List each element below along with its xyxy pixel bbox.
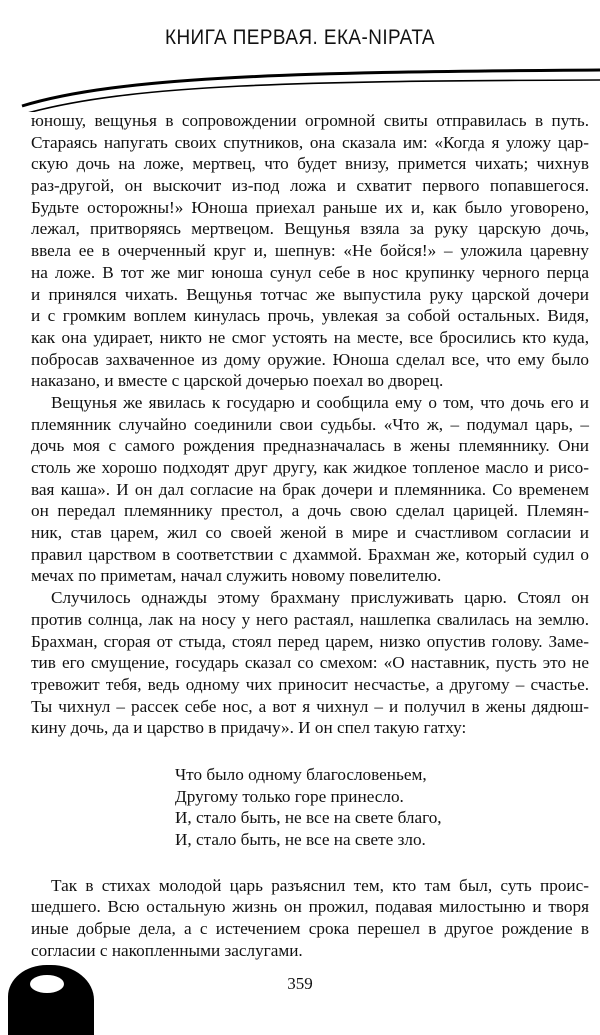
text-line: юношу, вещунья в сопровождении огромной свиты отправилась в путь. xyxy=(31,111,589,130)
text-line: и принялся чихать. Вещунья тотчас же выпустила руку царской дочери xyxy=(31,284,589,304)
corner-ornament-decoration xyxy=(8,965,94,1035)
text-line: на ложе. В тот же миг юноша сунул себе в нос крупинку черного перца xyxy=(31,262,589,282)
text-line: наказано, и вместе с царской дочерью поехал во дворец. xyxy=(31,371,444,391)
text-line: Случилось однажды этому брахману прислуживать царю. Стоял он xyxy=(51,588,589,608)
text-line: он передал племяннику престол, а дочь свою сделал царицей. Племян- xyxy=(31,501,589,521)
text-line: Брахман, сгорая от стыда, стоял перед царем, низко опустив голову. Заме- xyxy=(31,631,589,651)
text-line: и с громким воплем кинулась прочь, увлекая за собой остальных. Видя, xyxy=(31,306,589,326)
page-number: 359 xyxy=(287,974,313,993)
header-rule-ornament xyxy=(0,62,600,112)
running-header: КНИГА ПЕРВАЯ. ЕКА-NIPATA xyxy=(165,26,435,49)
text-line: И, стало быть, не все на свете благо, xyxy=(175,808,442,828)
text-line: Другому только горе принесло. xyxy=(175,786,404,806)
body-text xyxy=(31,110,589,961)
text-line: кину дочь, да и царство в придачу». И он спел такую гатху: xyxy=(31,718,467,738)
text-line: ввела ее в очерченный круг и, шепнув: «Не бойся!» – уложила царевну xyxy=(31,241,589,261)
text-line: Ты чихнул – рассек себе нос, а вот я чихнул – и получил в жены дядюш- xyxy=(31,696,589,716)
text-line: побросав захваченное из дому оружие. Юноша сделал все, что ему было xyxy=(31,349,589,369)
text-line: согласии с накопленными заслугами. xyxy=(31,940,303,960)
text-line: дочь моя с самого рождения предназначалась в жены племяннику. Они xyxy=(31,436,589,456)
text-line: лежал, притворяясь мертвецом. Вещунья взяла за руку царскую дочь, xyxy=(31,219,589,239)
text-line: тревожит тебя, ведь одному чих приносит несчастье, а другому – счастье. xyxy=(31,674,589,694)
text-line: племянник случайно соединили свои судьбы. «Что ж, – подумал царь, – xyxy=(31,414,589,434)
text-line: Что было одному благословеньем, xyxy=(175,764,427,784)
text-line: ник, став царем, жил со своей женой в мире и счастливом согласии и xyxy=(31,523,589,543)
text-line: шедшего. Всю остальную жизнь он прожил, подавая милостыню и творя xyxy=(31,897,589,917)
spacer xyxy=(31,851,589,875)
text-line: скую дочь на ложе, мертвец, что будет внизу, примется чихать; чихнув xyxy=(31,154,589,174)
text-line: столь же хорошо подходят друг другу, как жидкое топленое масло и рисо- xyxy=(31,458,589,477)
text-line: против солнца, лак на носу у него растаял, нашлепка свалилась на землю. xyxy=(31,609,589,629)
text-line: мечах по приметам, начал служить новому повелителю. xyxy=(31,566,442,586)
text-line: как она удирает, никто не смог устоять на месте, все бросились кто куда, xyxy=(31,327,589,347)
text-line: вая каша». И он дал согласие на брак дочери и племянника. Со временем xyxy=(31,479,589,499)
text-line: правил царством в соответствии с дхаммой. Брахман же, который судил о xyxy=(31,544,589,564)
text-line: раз-другой, он выскочит из-под ложа и схватит первого попавшегося. xyxy=(31,176,589,196)
text-line: Вещунья же явилась к государю и сообщила ему о том, что дочь его и xyxy=(51,392,589,412)
text-line: Будьте осторожны!» Юноша приехал раньше их и, как было уговорено, xyxy=(31,197,589,217)
text-line: И, стало быть, не все на свете зло. xyxy=(175,830,426,849)
text-line: Так в стихах молодой царь разъяснил тем, кто там был, суть проис- xyxy=(51,875,589,895)
text-line: тив его смущение, государь сказал со смехом: «О наставник, пусть это не xyxy=(31,653,589,673)
spacer xyxy=(31,739,589,764)
text-line: иные добрые дела, а с истечением срока перешел в другое рождение в xyxy=(31,919,589,939)
text-line: Стараясь напугать своих спутников, она сказала им: «Когда я уложу цар- xyxy=(31,132,589,152)
